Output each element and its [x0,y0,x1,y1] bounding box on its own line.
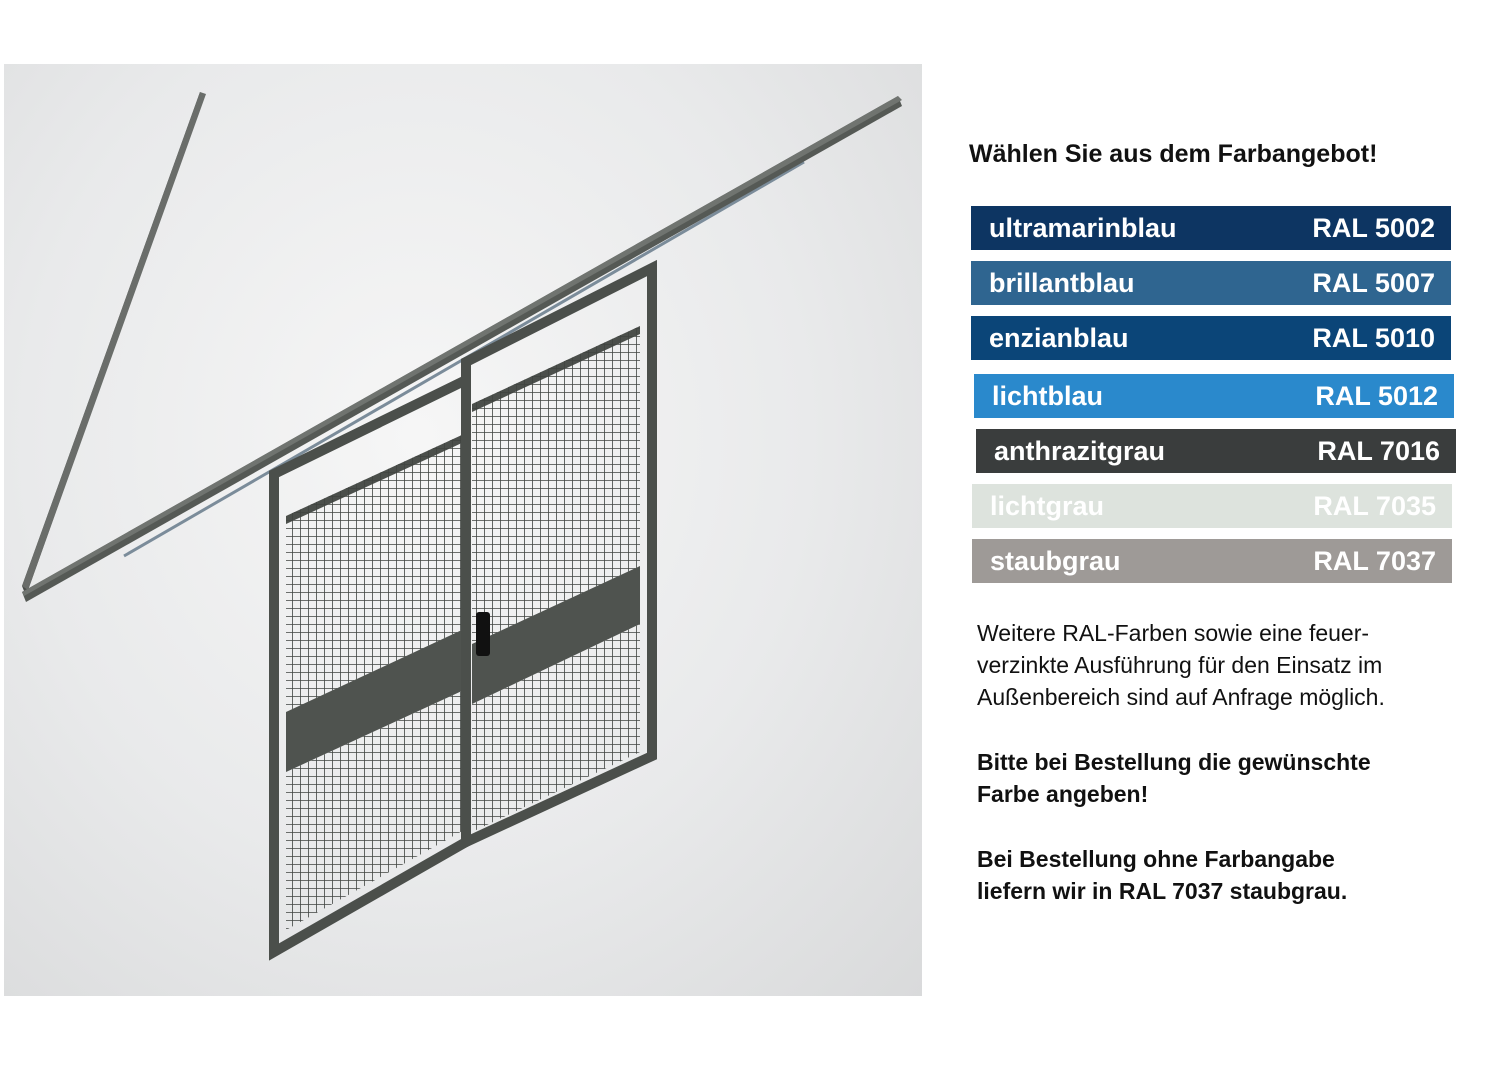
ral-code: RAL 5007 [1312,267,1435,298]
product-image [4,64,922,996]
color-swatch-enzianblau [971,316,1451,360]
color-name: lichtblau [992,380,1104,411]
default-line: liefern wir in RAL 7037 staubgrau. [977,878,1348,904]
default-color-note [977,843,1477,907]
color-name: anthrazitgrau [994,435,1166,466]
color-name: enzianblau [989,322,1129,353]
color-swatch-brillantblau [971,261,1451,305]
ral-code: RAL 5012 [1315,380,1438,411]
ral-code: RAL 7016 [1317,435,1440,466]
color-name: ultramarinblau [989,212,1177,243]
info-line: verzinkte Ausführung für den Einsatz im [977,652,1383,678]
color-swatch-lichtgrau [972,484,1452,528]
left-door-leaf [264,364,484,964]
page-title: Wählen Sie aus dem Farbangebot! [969,140,1378,168]
ral-code: RAL 5002 [1312,212,1435,243]
ral-code: RAL 5010 [1312,322,1435,353]
order-line: Farbe angeben! [977,781,1149,807]
order-note [977,746,1477,810]
door-handle-icon [476,612,490,656]
color-swatch-staubgrau [972,539,1452,583]
right-door-leaf [464,268,664,844]
info-note [977,617,1477,713]
color-swatch-anthrazitgrau [976,429,1456,473]
ral-code: RAL 7035 [1313,490,1436,521]
sliding-door-illustration [4,64,922,996]
order-line: Bitte bei Bestellung die gewünschte [977,749,1371,775]
info-line: Weitere RAL-Farben sowie eine feuer- [977,620,1370,646]
color-swatch-ultramarinblau [971,206,1451,250]
default-line: Bei Bestellung ohne Farbangabe [977,846,1335,872]
color-swatch-lichtblau [974,374,1454,418]
ral-code: RAL 7037 [1313,545,1436,576]
info-line: Außenbereich sind auf Anfrage möglich. [977,684,1385,710]
color-name: brillantblau [989,267,1135,298]
color-name: lichtgrau [990,490,1105,521]
color-name: staubgrau [990,545,1121,576]
